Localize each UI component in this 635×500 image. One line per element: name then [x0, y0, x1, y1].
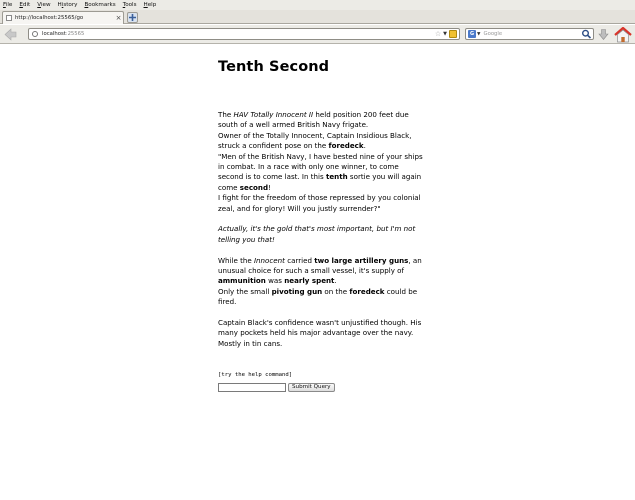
- tab-bar: [0, 10, 635, 24]
- story-text: [218, 110, 423, 349]
- new-tab-button[interactable]: [127, 12, 138, 23]
- menu-history[interactable]: History: [57, 2, 78, 8]
- story-paragraph: The HAV Totally Innocent II held position 200 feet due south of a well armed British Navy frigate.: [218, 110, 409, 130]
- url-bar[interactable]: [28, 28, 460, 40]
- menu-view[interactable]: View: [37, 2, 51, 8]
- tab-active[interactable]: [2, 11, 124, 24]
- menu-bar: [0, 0, 635, 10]
- story-paragraph: "Men of the British Navy, I have bested nine of your ships in combat. In a race with only one winner, to come second is to come last. In this tenth sortie you will again come second!: [218, 151, 423, 192]
- back-arrow-icon[interactable]: [3, 27, 18, 42]
- navigation-toolbar: [0, 25, 635, 44]
- submit-query-button[interactable]: Submit Query: [288, 383, 335, 392]
- star-icon[interactable]: ☆: [434, 30, 442, 38]
- menu-bookmarks[interactable]: Bookmarks: [84, 2, 116, 8]
- site-identity-icon[interactable]: [32, 31, 38, 37]
- story-paragraph: While the Innocent carried two large artillery guns, an unusual choice for such a small vessel, it's supply of ammunition was nearly spent.: [218, 255, 422, 286]
- story-paragraph: Captain Black's confidence wasn't unjustified though. His many pockets held his major advantage over the navy.: [218, 318, 422, 338]
- tab-title: http://localhost:25565/go: [15, 15, 84, 21]
- menu-edit[interactable]: Edit: [19, 2, 31, 8]
- story-paragraph: I fight for the freedom of those repressed by you colonial zeal, and for glory! Will you justly surrender?": [218, 193, 421, 213]
- menu-tools[interactable]: Tools: [122, 2, 137, 8]
- page-title: Tenth Second: [218, 59, 330, 75]
- menu-file[interactable]: File: [3, 2, 13, 8]
- help-hint: [try the help command]: [218, 372, 293, 378]
- download-arrow-icon[interactable]: [598, 29, 609, 40]
- story-paragraph: Actually, it's the gold that's most important, but I'm not telling you that!: [218, 224, 416, 244]
- story-paragraph: Only the small pivoting gun on the foredeck could be fired.: [218, 286, 418, 307]
- search-engine-dropdown-icon[interactable]: ▼: [477, 31, 481, 37]
- new-tab-icon: [129, 14, 136, 21]
- story-paragraph: Owner of the Totally Innocent, Captain Insidious Black, struck a confident pose on the foredeck.: [218, 130, 412, 151]
- menu-help[interactable]: Help: [143, 2, 157, 8]
- search-engine-icon[interactable]: G: [469, 31, 475, 37]
- search-input[interactable]: Google: [483, 31, 503, 37]
- tab-close-icon[interactable]: ×: [115, 13, 122, 22]
- rss-icon[interactable]: [449, 30, 457, 38]
- command-input[interactable]: [218, 383, 286, 392]
- home-icon[interactable]: [614, 27, 632, 43]
- story-paragraph: Mostly in tin cans.: [218, 338, 283, 348]
- magnifier-icon[interactable]: [581, 29, 592, 39]
- command-form: [218, 383, 335, 392]
- search-bar[interactable]: [465, 28, 594, 40]
- url-dropdown-icon[interactable]: ▼: [443, 31, 447, 37]
- url-text[interactable]: localhost:25565: [42, 31, 85, 37]
- page-favicon-icon: [6, 15, 12, 21]
